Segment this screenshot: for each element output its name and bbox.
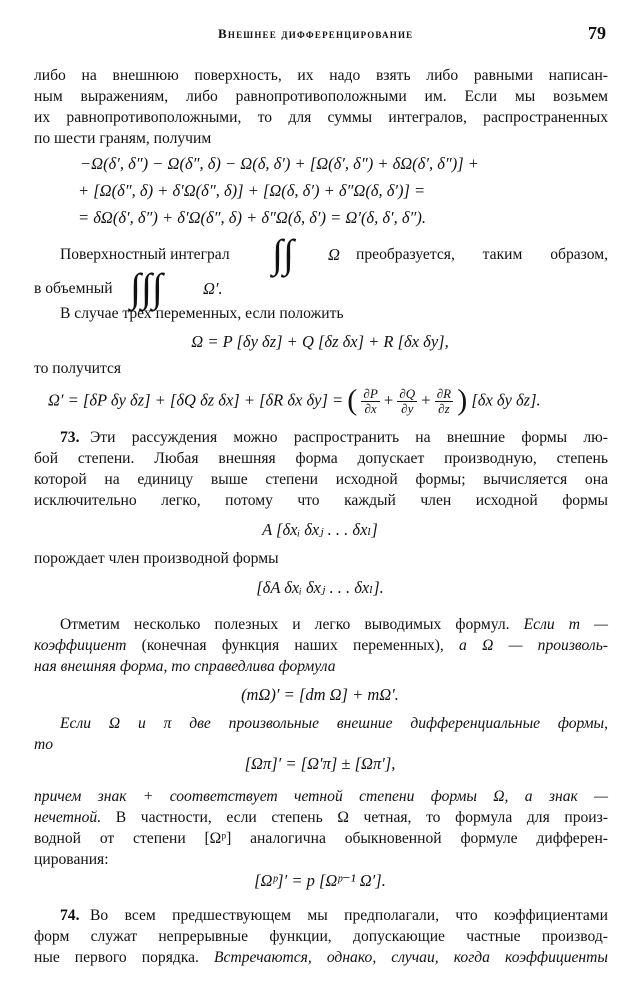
- right-paren: ): [457, 383, 468, 417]
- integrand: Ω: [328, 245, 340, 264]
- page-header: [0, 23, 640, 46]
- left-paren: (: [347, 383, 358, 417]
- equation-tail: [δx δy δz].: [471, 390, 541, 410]
- equation-line: [Ωᵖ]′ = p [Ωᵖ⁻¹ Ω′].: [254, 871, 386, 890]
- text-line: цирования:: [34, 851, 109, 868]
- text-line: ная внешняя форма, то справедлива формула: [34, 658, 336, 675]
- text-fragment: ные первого порядка.: [34, 949, 199, 966]
- text-line: бой степени. Любая внешняя форма допускает производную, степень: [34, 450, 608, 467]
- triple-integral-icon: ∫∫∫: [130, 265, 163, 310]
- text-fragment: Если m —: [523, 616, 609, 633]
- equation-line: [Ωπ]′ = [Ω′π] ± [Ωπ′],: [244, 754, 396, 773]
- text-line: либо на внешнюю поверхность, их надо взять либо равными написан-: [34, 67, 608, 84]
- equation-line: [δA δxᵢ δxⱼ . . . δxₗ].: [256, 578, 384, 597]
- text-fragment: нечетной.: [34, 809, 102, 826]
- text-line: то: [34, 736, 54, 753]
- text-line: то получится: [34, 360, 122, 377]
- text-fragment: а Ω — произволь-: [459, 637, 608, 654]
- text-fragment: Поверхностный интеграл: [60, 246, 230, 263]
- text-fragment: коэффициент: [34, 637, 127, 654]
- text-line: [34, 808, 608, 828]
- text-line: по шести граням, получим: [34, 130, 212, 147]
- section-number: [60, 906, 80, 926]
- text-line: В случае трех переменных, если положить: [60, 305, 344, 322]
- section-number: [60, 428, 80, 448]
- running-title: Внешнее дифференцирование: [218, 26, 414, 41]
- fraction: [361, 387, 379, 416]
- fraction-denominator: ∂y: [401, 401, 414, 416]
- text-line: Если Ω и π две произвольные внешние дифференциальные формы,: [60, 715, 608, 732]
- fraction-numerator: ∂P: [363, 386, 378, 401]
- fraction-numerator: ∂Q: [399, 386, 416, 401]
- equation-line: Ω = P [δy δz] + Q [δz δx] + R [δx δy],: [191, 332, 449, 351]
- text-line: порождает член производной формы: [34, 550, 279, 567]
- text-fragment: Встречаются, однако, случаи, когда коэффициенты: [214, 949, 608, 966]
- text-line: ным выражениям, либо равнопротивоположными им. Если мы возьмем: [34, 88, 608, 105]
- text-fragment: Отметим несколько полезных и легко выводимых формул.: [60, 616, 510, 633]
- text-line: Во всем предшествующем мы предполагали, что коэффициентами: [90, 907, 608, 924]
- page-number: 79: [588, 23, 606, 43]
- text-line: Эти рассуждения можно распространить на внешние формы лю-: [90, 429, 608, 446]
- text-line: [60, 615, 608, 635]
- text-line: водной от степени [Ωᵖ] аналогична обыкновенной формуле дифферен-: [34, 830, 608, 847]
- text-line: [34, 948, 608, 968]
- text-line: причем знак + соответствует четной степени формы Ω, а знак —: [34, 788, 608, 805]
- fraction-numerator: ∂R: [436, 386, 452, 401]
- text-fragment: в объемный: [34, 280, 113, 297]
- text-fragment: В частности, если степень Ω четная, то формула для произ-: [115, 809, 608, 826]
- equation-line: + [Ω(δ″, δ) + δ′Ω(δ″, δ)] + [Ω(δ, δ′) + δ″Ω(δ, δ′)] =: [78, 181, 426, 200]
- text-line: их равнопротивоположными, то для суммы интегралов, распространенных: [34, 109, 608, 126]
- text-fragment: преобразуется, таким образом,: [356, 246, 608, 263]
- fraction-denominator: ∂x: [364, 401, 377, 416]
- fraction: [397, 387, 417, 416]
- text-line: которой на единицу выше степени исходной формы; вычисляется она: [34, 471, 608, 488]
- equation-line: [48, 383, 541, 417]
- text-line: форм служат непрерывные функции, допускающие частные производ-: [34, 928, 608, 945]
- integrand: Ω′.: [203, 279, 223, 298]
- fraction-denominator: ∂z: [438, 401, 450, 416]
- plus-sign: +: [383, 390, 394, 410]
- plus-sign: +: [421, 390, 431, 410]
- section-number-73: 73.: [60, 429, 80, 446]
- equation-line: (mΩ)′ = [dm Ω] + mΩ′.: [241, 685, 399, 704]
- fraction: [435, 387, 453, 416]
- double-integral-icon: ∫∫: [272, 231, 294, 276]
- equation-line: = δΩ(δ′, δ″) + δ′Ω(δ″, δ) + δ″Ω(δ, δ′) = Ω′(δ, δ′, δ″).: [78, 208, 427, 227]
- equation-line: −Ω(δ′, δ″) − Ω(δ″, δ) − Ω(δ, δ′) + [Ω(δ′, δ″) + δΩ(δ′, δ″)] +: [80, 154, 479, 173]
- equation-line: A [δxᵢ δxⱼ . . . δxₗ]: [262, 520, 378, 539]
- text-fragment: (конечная функция наших переменных),: [141, 637, 444, 654]
- text-line: [34, 636, 608, 656]
- section-number-74: 74.: [60, 907, 80, 924]
- equation-left: Ω′ = [δP δy δz] + [δQ δz δx] + [δR δx δy] =: [48, 390, 344, 410]
- text-line: исключительно легко, потому что каждый член исходной формы: [34, 492, 608, 509]
